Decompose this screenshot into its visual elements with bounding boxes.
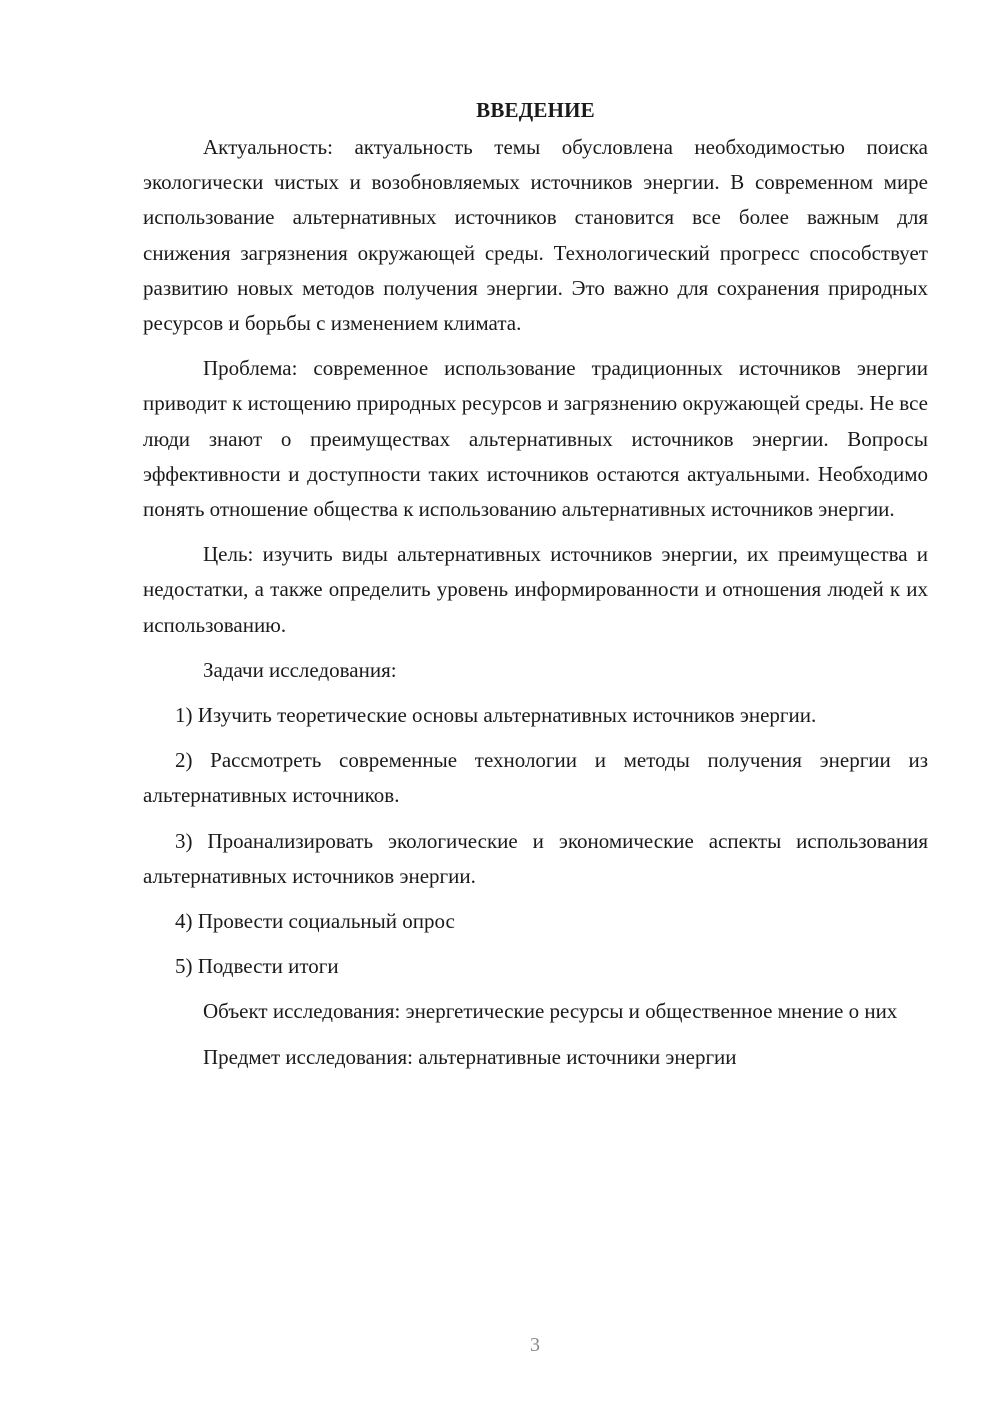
- goal-paragraph: Цель: изучить виды альтернативных источников энергии, их преимущества и недостатки, а также определить уровень информированности и отношения людей к их использованию.: [143, 542, 928, 637]
- task-item: 4) Провести социальный опрос: [175, 909, 455, 934]
- subject-paragraph: Предмет исследования: альтернативные источники энергии: [203, 1044, 737, 1069]
- task-item: 1) Изучить теоретические основы альтернативных источников энергии.: [175, 703, 817, 728]
- task-item: 5) Подвести итоги: [175, 954, 339, 979]
- page-title: ВВЕДЕНИЕ: [476, 98, 595, 122]
- relevance-paragraph: Актуальность: актуальность темы обусловлена необходимостью поиска экологически чистых и возобновляемых источников энергии. В современном мире использование альтернативных источников становится все более важным для снижения загрязнения окружающей среды. Технологический прогресс способствует развитию новых методов получения энергии. Это важно для сохранения природных ресурсов и борьбы с изменением климата.: [143, 135, 928, 336]
- page-number: 3: [530, 1334, 540, 1356]
- task-item: 3) Проанализировать экологические и экономические аспекты использования альтернативных источников энергии.: [143, 828, 928, 888]
- tasks-list: [143, 698, 928, 984]
- task-item: 2) Рассмотреть современные технологии и методы получения энергии из альтернативных источников.: [143, 748, 928, 808]
- document-page: [143, 92, 928, 1085]
- problem-paragraph: Проблема: современное использование традиционных источников энергии приводит к истощению природных ресурсов и загрязнению окружающей среды. Не все люди знают о преимуществах альтернативных источников энергии. Вопросы эффективности и доступности таких источников остаются актуальными. Необходимо понять отношение общества к использованию альтернативных источников энергии.: [143, 356, 928, 522]
- object-paragraph: Объект исследования: энергетические ресурсы и общественное мнение о них: [203, 999, 898, 1024]
- tasks-heading: Задачи исследования:: [203, 657, 397, 682]
